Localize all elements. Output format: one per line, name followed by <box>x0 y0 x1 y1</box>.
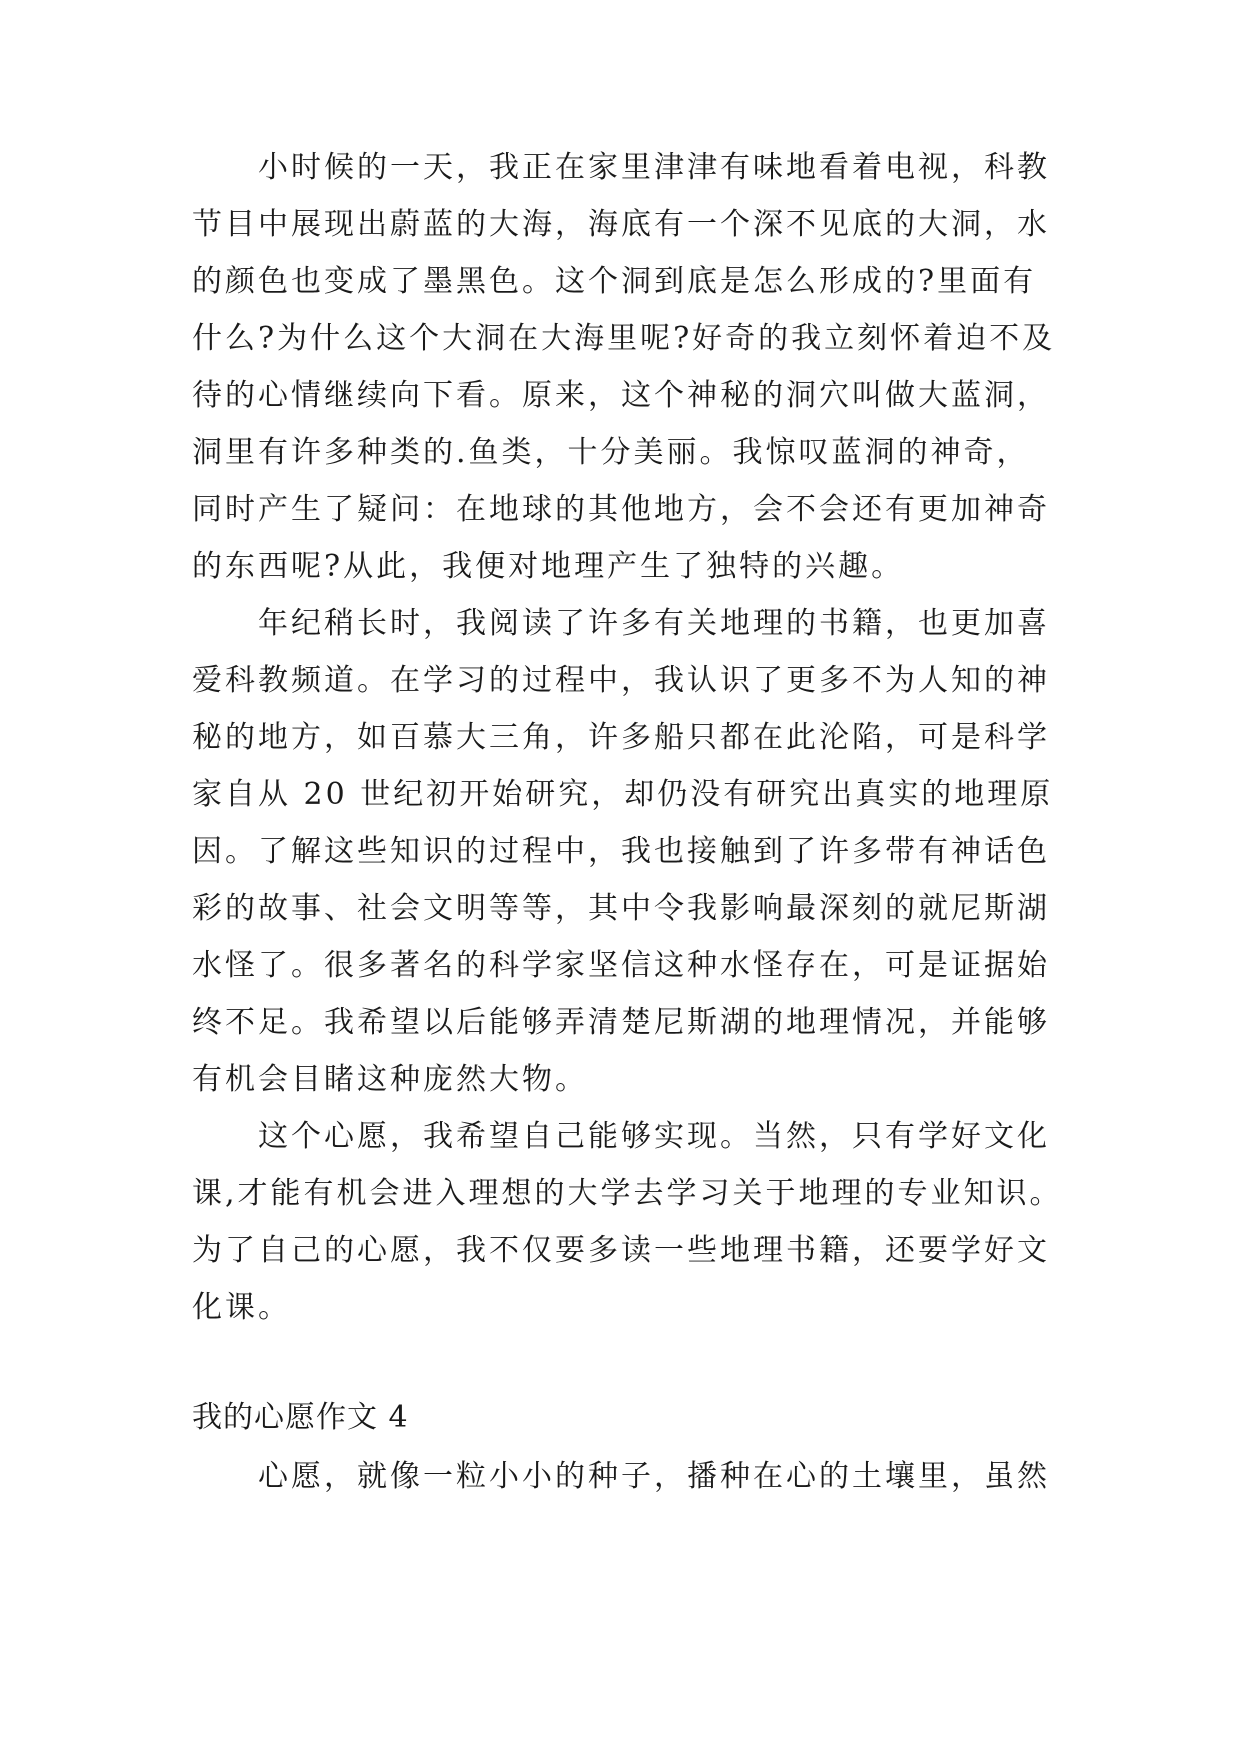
text-line: 的东西呢?从此，我便对地理产生了独特的兴趣。 <box>192 549 905 584</box>
text-line: 彩的故事、社会文明等等，其中令我影响最深刻的就尼斯湖 <box>192 891 1050 926</box>
text-line: 因。了解这些知识的过程中，我也接触到了许多带有神话色 <box>192 834 1050 869</box>
text-line: 这个心愿，我希望自己能够实现。当然，只有学好文化 <box>258 1119 1050 1154</box>
text-line: 有机会目睹这种庞然大物。 <box>192 1062 588 1097</box>
section-heading: 我的心愿作文 4 <box>192 1400 409 1435</box>
text-line: 化课。 <box>192 1290 291 1325</box>
text-line: 的颜色也变成了墨黑色。这个洞到底是怎么形成的?里面有 <box>192 264 1037 299</box>
text-line: 洞里有许多种类的.鱼类，十分美丽。我惊叹蓝洞的神奇， <box>192 435 1030 470</box>
text-line: 年纪稍长时，我阅读了许多有关地理的书籍，也更加喜 <box>258 606 1050 641</box>
text-line: 心愿，就像一粒小小的种子，播种在心的土壤里，虽然 <box>258 1459 1050 1494</box>
text-line: 什么?为什么这个大洞在大海里呢?好奇的我立刻怀着迫不及 <box>192 321 1056 356</box>
text-line: 节目中展现出蔚蓝的大海，海底有一个深不见底的大洞，水 <box>192 207 1050 242</box>
text-line: 为了自己的心愿，我不仅要多读一些地理书籍，还要学好文 <box>192 1233 1050 1268</box>
text-line: 家自从 20 世纪初开始研究，却仍没有研究出真实的地理原 <box>192 777 1054 812</box>
text-line: 小时候的一天，我正在家里津津有味地看着电视，科教 <box>258 150 1050 185</box>
text-line: 待的心情继续向下看。原来，这个神秘的洞穴叫做大蓝洞， <box>192 378 1050 413</box>
text-line: 课,才能有机会进入理想的大学去学习关于地理的专业知识。 <box>192 1176 1063 1211</box>
text-line: 终不足。我希望以后能够弄清楚尼斯湖的地理情况，并能够 <box>192 1005 1050 1040</box>
text-line: 爱科教频道。在学习的过程中，我认识了更多不为人知的神 <box>192 663 1050 698</box>
text-line: 水怪了。很多著名的科学家坚信这种水怪存在，可是证据始 <box>192 948 1050 983</box>
text-line: 秘的地方，如百慕大三角，许多船只都在此沦陷，可是科学 <box>192 720 1050 755</box>
text-line: 同时产生了疑问：在地球的其他地方，会不会还有更加神奇 <box>192 492 1050 527</box>
